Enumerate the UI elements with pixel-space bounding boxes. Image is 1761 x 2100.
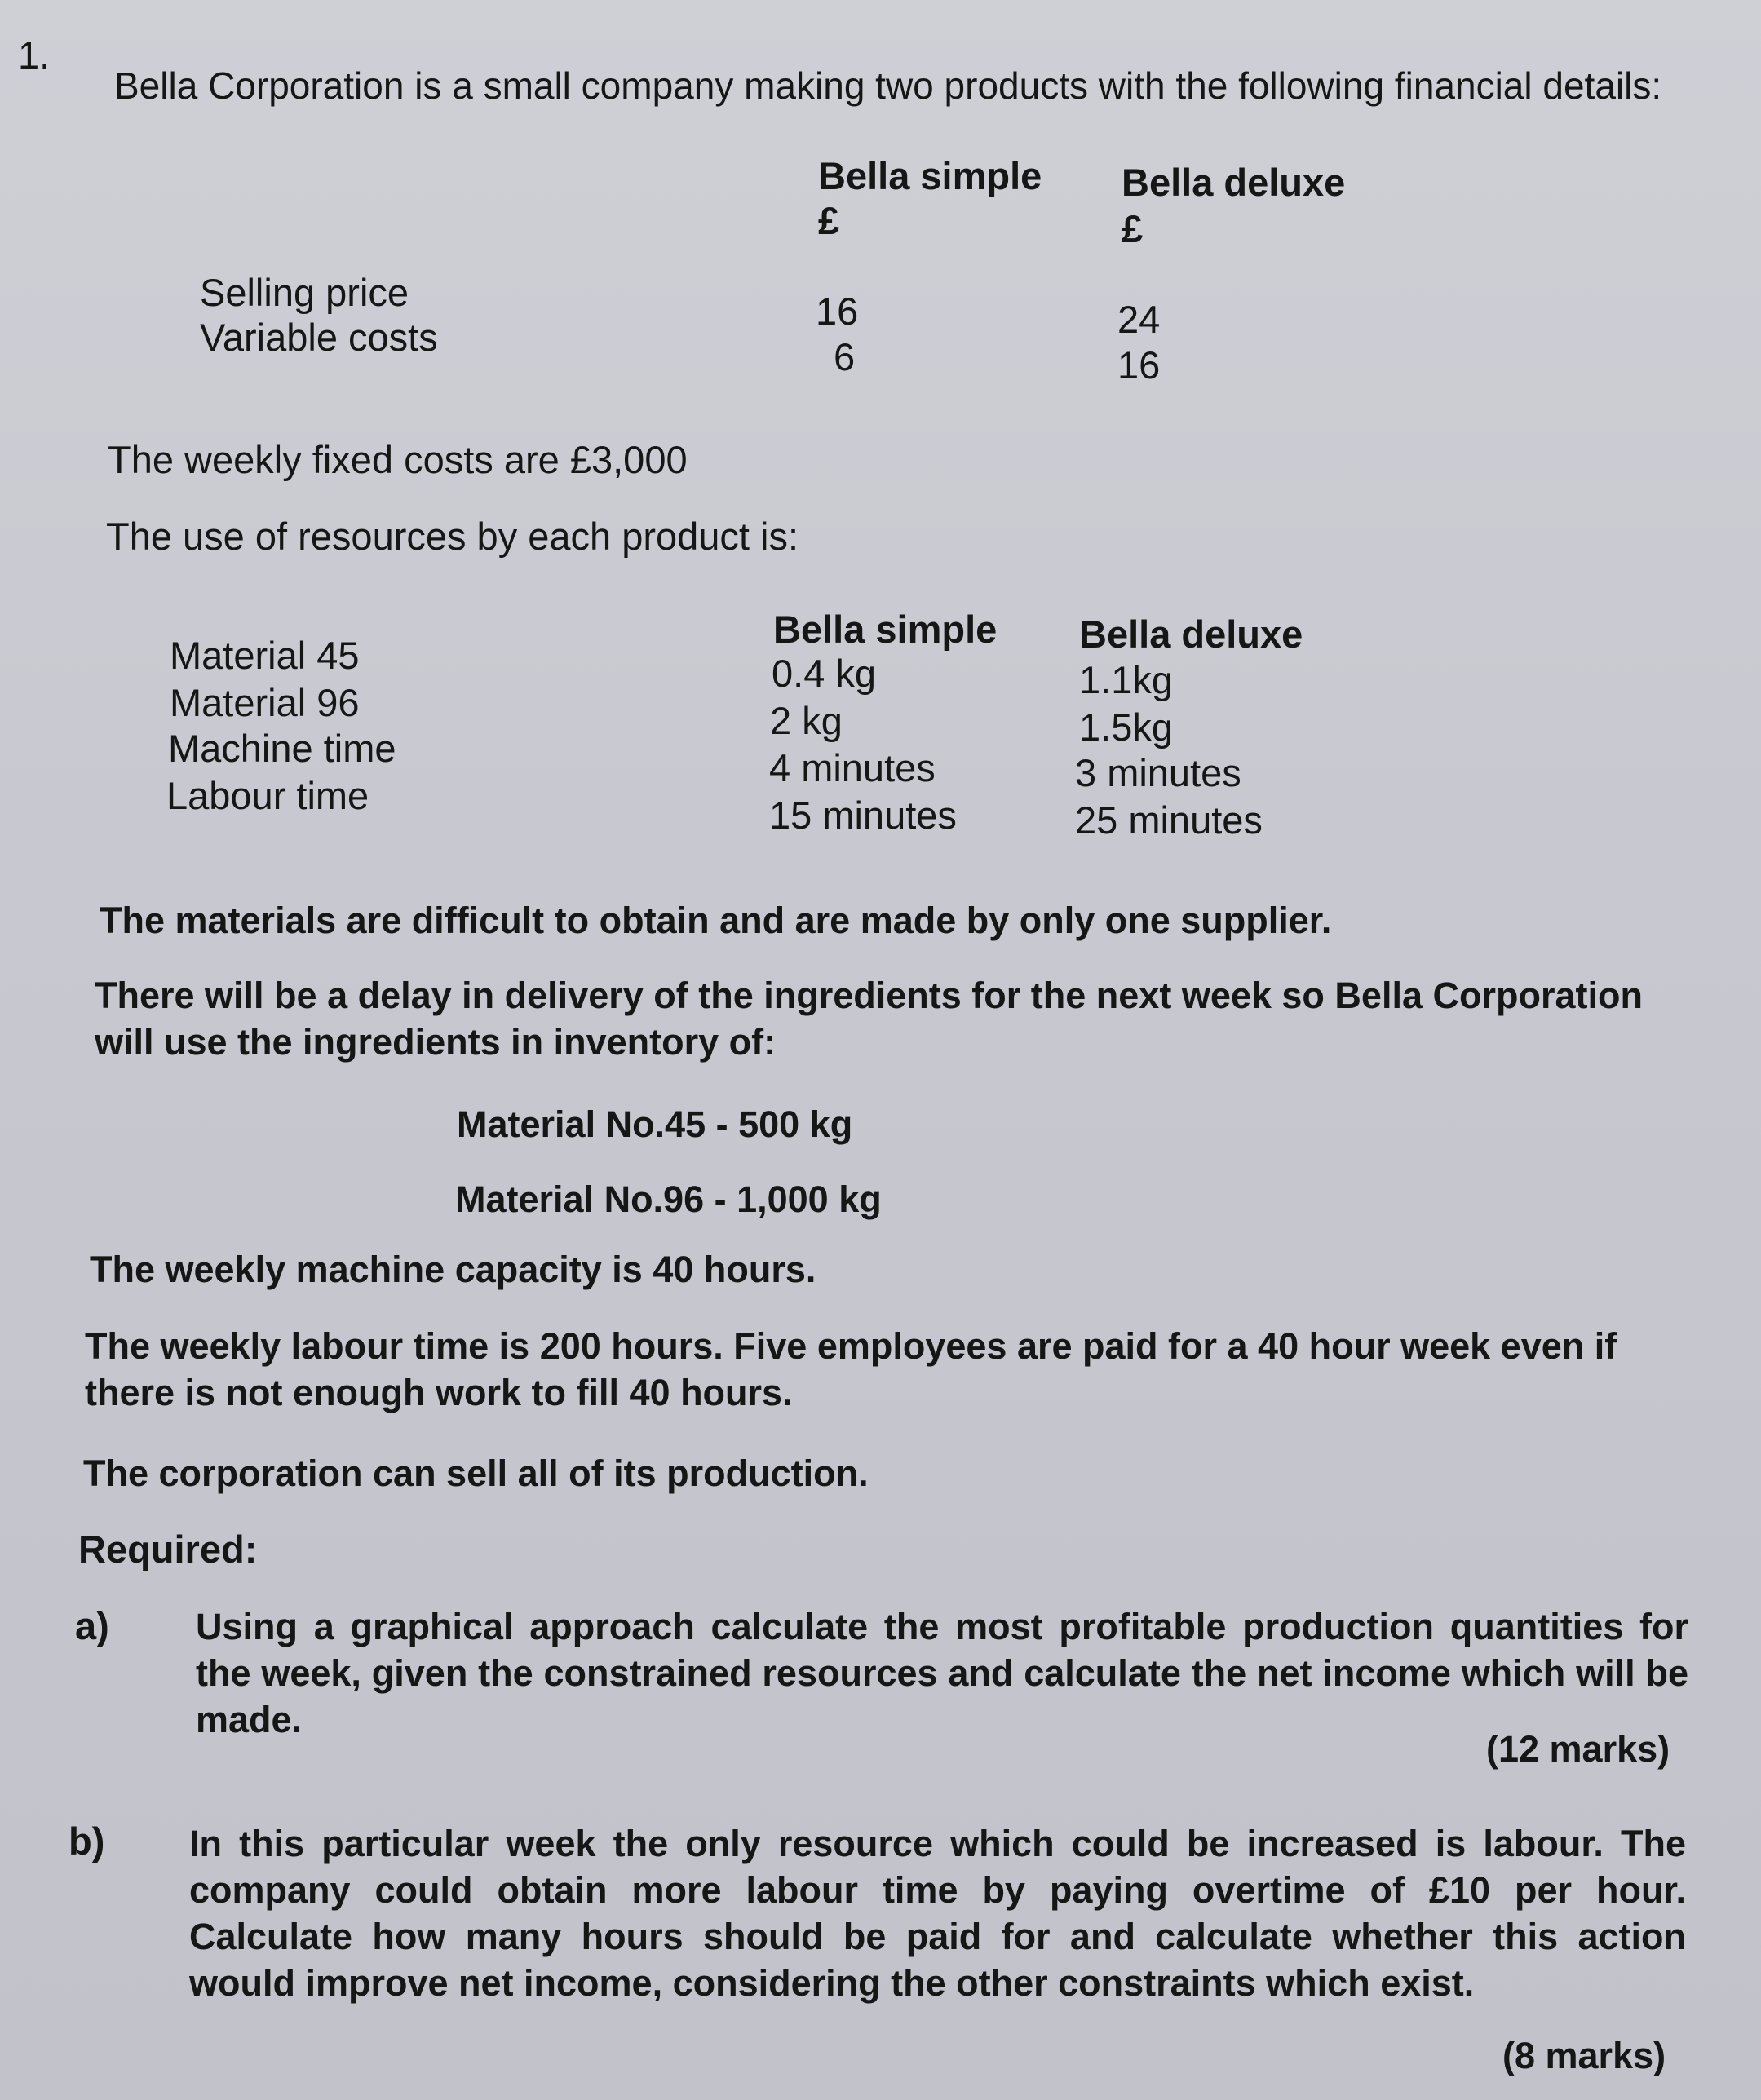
material-96-label: Material 96 [170,681,360,724]
part-b-text: In this particular week the only resource which could be increased is labour. The company could obtain more labour time by paying overtime of £10 per hour. Calculate how many hours should be paid for and calculate whether this action would improve net income, considering the other constraints which exist. [189,1823,1686,2004]
labour-time-simple: 15 minutes [769,794,957,837]
material-96-deluxe: 1.5kg [1079,705,1173,749]
part-b-marks: (8 marks) [1502,2035,1666,2076]
material-45-simple: 0.4 kg [772,652,877,695]
price-col2-unit: £ [1122,207,1144,250]
material-45-deluxe: 1.1kg [1079,658,1173,701]
material-96-simple: 2 kg [770,699,843,742]
material-45-label: Material 45 [170,634,360,677]
labour-time-label: Labour time [166,774,369,817]
part-b-letter: b) [69,1819,105,1863]
resource-col2-header: Bella deluxe [1079,612,1303,656]
variable-costs-simple: 6 [834,335,856,378]
selling-price-label: Selling price [200,271,409,314]
question-number: 1. [18,33,51,77]
delay-note: There will be a delay in delivery of the ingredients for the next week so Bella Corporation will use the ingredients in inventory of: [95,975,1643,1063]
selling-price-deluxe: 24 [1117,298,1161,341]
resources-intro: The use of resources by each product is: [106,515,799,558]
materials-note: The materials are difficult to obtain and are made by only one supplier. [100,900,1332,941]
price-col1-unit: £ [818,199,840,242]
price-col2-header: Bella deluxe [1122,161,1346,204]
labour-time-deluxe: 25 minutes [1075,798,1263,842]
resource-col1-header: Bella simple [773,608,998,651]
required-label: Required: [78,1527,258,1571]
variable-costs-label: Variable costs [200,316,438,359]
selling-price-simple: 16 [816,290,859,333]
part-a-text: Using a graphical approach calculate the most profitable production quantities for the week, given the constrained resources and calculate the net income which will be made. [196,1606,1688,1740]
intro-text: Bella Corporation is a small company making two products with the following financial details: [114,64,1662,107]
price-col1-header: Bella simple [818,154,1042,197]
part-a-marks: (12 marks) [1486,1728,1670,1770]
machine-time-simple: 4 minutes [769,746,936,789]
machine-capacity-text: The weekly machine capacity is 40 hours. [90,1249,816,1290]
labour-note: The weekly labour time is 200 hours. Five employees are paid for a 40 hour week even if there is not enough work to fill 40 hours. [85,1325,1617,1413]
machine-time-label: Machine time [168,727,396,770]
sales-note: The corporation can sell all of its production. [83,1452,869,1494]
inventory-material-96: Material No.96 - 1,000 kg [455,1178,882,1220]
fixed-costs-text: The weekly fixed costs are £3,000 [108,438,688,481]
variable-costs-deluxe: 16 [1117,343,1161,387]
inventory-material-45: Material No.45 - 500 kg [457,1103,853,1145]
part-a-letter: a) [75,1604,109,1647]
machine-time-deluxe: 3 minutes [1075,751,1241,794]
